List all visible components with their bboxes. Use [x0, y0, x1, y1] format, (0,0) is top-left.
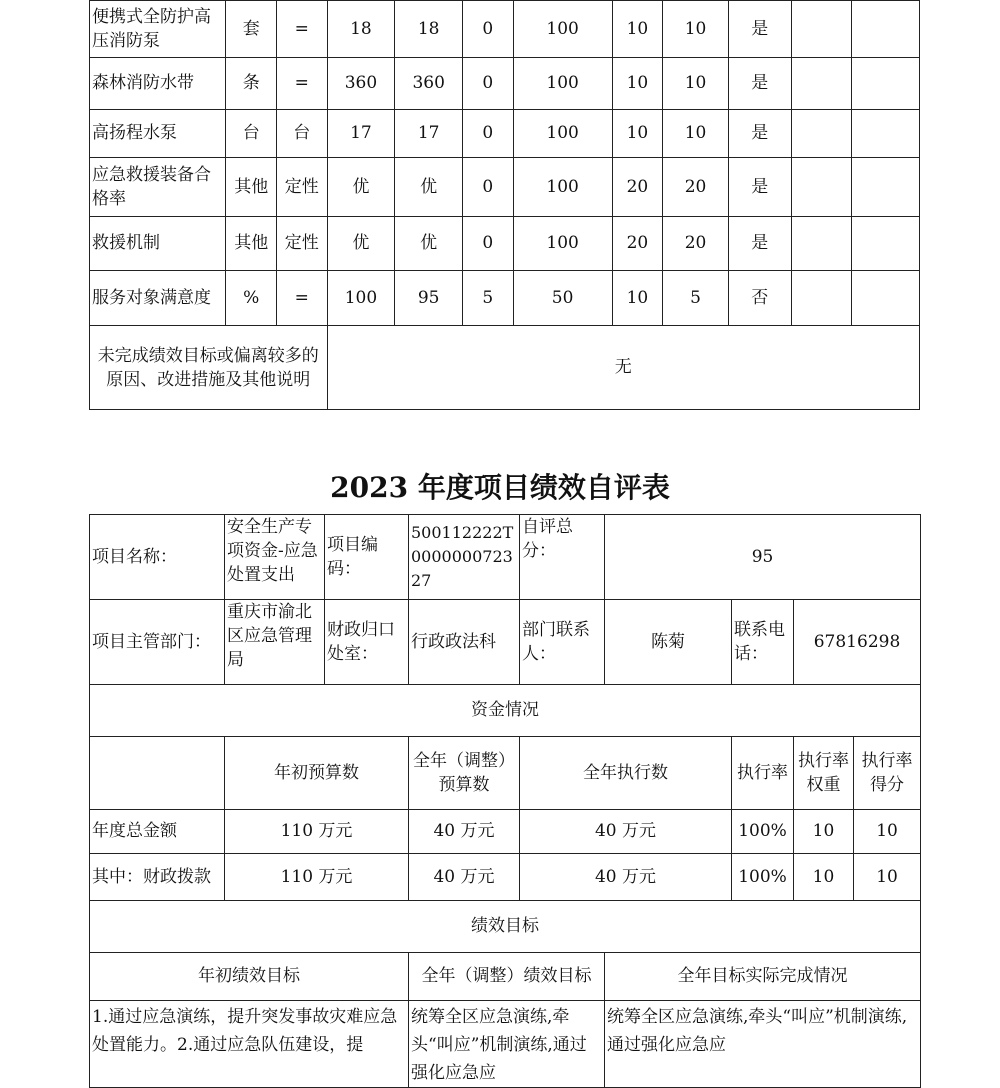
indicator-score: 20: [663, 217, 729, 271]
fund-label: 年度总金额: [90, 810, 225, 854]
indicator-op: 台: [277, 110, 328, 158]
indicator-score: 5: [663, 271, 729, 326]
table-row: [90, 58, 920, 110]
indicator-unit: 台: [226, 110, 277, 158]
office-name: 行政政法科: [409, 600, 520, 685]
indicator-target: 360: [327, 58, 395, 110]
indicator-weight: 20: [612, 158, 663, 217]
indicator-done: 是: [728, 1, 791, 58]
table-row: [90, 271, 920, 326]
table-header-row: [90, 953, 921, 1001]
goal-initial-text: 1.通过应急演练，提升突发事故灾难应急处置能力。2.通过应急队伍建设，提: [90, 1001, 409, 1088]
indicator-extra: [852, 58, 920, 110]
indicator-unit: 其他: [226, 158, 277, 217]
section-header: [90, 685, 921, 737]
evaluation-table: [89, 514, 921, 1088]
indicator-extra: [852, 217, 920, 271]
indicator-extra: [791, 110, 852, 158]
indicator-extra: [852, 110, 920, 158]
self-score-label: 自评总分：: [520, 515, 605, 600]
indicator-extra: [852, 271, 920, 326]
fund-rate: 100%: [732, 854, 794, 901]
table-row: [90, 854, 921, 901]
goal-header-actual: 全年目标实际完成情况: [605, 953, 921, 1001]
indicator-unit: 套: [226, 1, 277, 58]
table-row: [90, 217, 920, 271]
table-row: [90, 158, 920, 217]
indicator-actual: 优: [395, 217, 463, 271]
indicator-actual: 95: [395, 271, 463, 326]
indicator-op: 定性: [277, 217, 328, 271]
indicator-op: =: [277, 1, 328, 58]
indicator-weight: 10: [612, 271, 663, 326]
indicator-op: =: [277, 58, 328, 110]
goals-section-title: 绩效目标: [90, 901, 921, 953]
indicator-actual: 360: [395, 58, 463, 110]
indicator-done: 是: [728, 110, 791, 158]
fund-rate: 100%: [732, 810, 794, 854]
indicator-done: 是: [728, 158, 791, 217]
indicator-rate: 100: [513, 1, 612, 58]
dept-name: 重庆市渝北区应急管理局: [225, 600, 325, 685]
indicator-deviation: 0: [463, 217, 514, 271]
indicator-weight: 10: [612, 110, 663, 158]
project-code: 500112222T000000072327: [409, 515, 520, 600]
indicator-score: 10: [663, 58, 729, 110]
indicator-deviation: 0: [463, 58, 514, 110]
indicator-done: 是: [728, 217, 791, 271]
indicator-op: =: [277, 271, 328, 326]
fund-adjusted: 40 万元: [409, 810, 520, 854]
remarks-row: [90, 326, 920, 410]
fund-score: 10: [854, 854, 921, 901]
indicator-target: 18: [327, 1, 395, 58]
goal-actual-text: 统筹全区应急演练,牵头“叫应”机制演练,通过强化应急应: [605, 1001, 921, 1088]
indicator-rate: 100: [513, 158, 612, 217]
indicator-name: 救援机制: [90, 217, 226, 271]
indicator-deviation: 0: [463, 158, 514, 217]
indicator-target: 100: [327, 271, 395, 326]
fund-weight: 10: [794, 854, 854, 901]
goal-header-adjusted: 全年（调整）绩效目标: [409, 953, 605, 1001]
indicator-deviation: 0: [463, 1, 514, 58]
indicator-op: 定性: [277, 158, 328, 217]
remarks-value: 无: [327, 326, 919, 410]
page-title: 2023 年度项目绩效自评表: [330, 471, 670, 504]
fund-budget: 110 万元: [225, 854, 409, 901]
indicator-weight: 20: [612, 217, 663, 271]
section-header: [90, 901, 921, 953]
column-header: 全年执行数: [520, 737, 732, 810]
column-header: 全年（调整）预算数: [409, 737, 520, 810]
fund-score: 10: [854, 810, 921, 854]
indicator-actual: 17: [395, 110, 463, 158]
indicator-done: 是: [728, 58, 791, 110]
self-score-value: 95: [605, 515, 921, 600]
goal-header-initial: 年初绩效目标: [90, 953, 409, 1001]
dept-label: 项目主管部门：: [90, 600, 225, 685]
indicator-score: 10: [663, 110, 729, 158]
goal-adjusted-text: 统筹全区应急演练,牵头“叫应”机制演练,通过强化应急应: [409, 1001, 605, 1088]
indicator-target: 优: [327, 217, 395, 271]
table-row: [90, 110, 920, 158]
indicator-done: 否: [728, 271, 791, 326]
indicator-unit: %: [226, 271, 277, 326]
column-header: 执行率得分: [854, 737, 921, 810]
indicator-rate: 100: [513, 110, 612, 158]
remarks-label: 未完成绩效目标或偏离较多的原因、改进措施及其他说明: [90, 326, 328, 410]
table-row: [90, 1001, 921, 1088]
indicator-name: 森林消防水带: [90, 58, 226, 110]
indicator-extra: [852, 158, 920, 217]
indicator-deviation: 5: [463, 271, 514, 326]
indicator-name: 服务对象满意度: [90, 271, 226, 326]
project-row: [90, 515, 921, 600]
phone-label: 联系电话：: [732, 600, 794, 685]
indicator-actual: 18: [395, 1, 463, 58]
project-code-label: 项目编码：: [325, 515, 409, 600]
indicator-actual: 优: [395, 158, 463, 217]
indicator-target: 优: [327, 158, 395, 217]
table-row: [90, 810, 921, 854]
fund-executed: 40 万元: [520, 854, 732, 901]
indicator-target: 17: [327, 110, 395, 158]
column-header: 执行率: [732, 737, 794, 810]
contact-name: 陈菊: [605, 600, 732, 685]
header-blank: [90, 737, 225, 810]
office-label: 财政归口处室：: [325, 600, 409, 685]
fund-adjusted: 40 万元: [409, 854, 520, 901]
indicator-name: 便携式全防护高压消防泵: [90, 1, 226, 58]
indicator-extra: [791, 58, 852, 110]
indicator-name: 高扬程水泵: [90, 110, 226, 158]
fund-budget: 110 万元: [225, 810, 409, 854]
indicator-extra: [852, 1, 920, 58]
indicator-extra: [791, 1, 852, 58]
project-name-label: 项目名称：: [90, 515, 225, 600]
indicator-extra: [791, 271, 852, 326]
phone-number: 67816298: [794, 600, 921, 685]
project-name: 安全生产专项资金-应急处置支出: [225, 515, 325, 600]
column-header: 执行率权重: [794, 737, 854, 810]
indicator-extra: [791, 158, 852, 217]
fund-weight: 10: [794, 810, 854, 854]
table-row: [90, 1, 920, 58]
indicator-extra: [791, 217, 852, 271]
indicator-rate: 100: [513, 217, 612, 271]
indicator-weight: 10: [612, 58, 663, 110]
column-header: 年初预算数: [225, 737, 409, 810]
indicator-rate: 100: [513, 58, 612, 110]
indicator-score: 10: [663, 1, 729, 58]
fund-executed: 40 万元: [520, 810, 732, 854]
indicator-rate: 50: [513, 271, 612, 326]
indicator-score: 20: [663, 158, 729, 217]
indicator-deviation: 0: [463, 110, 514, 158]
indicator-unit: 条: [226, 58, 277, 110]
indicator-unit: 其他: [226, 217, 277, 271]
department-row: [90, 600, 921, 685]
funds-section-title: 资金情况: [90, 685, 921, 737]
indicator-weight: 10: [612, 1, 663, 58]
contact-label: 部门联系人：: [520, 600, 605, 685]
table-header-row: [90, 737, 921, 810]
indicator-name: 应急救援装备合格率: [90, 158, 226, 217]
fund-label: 其中：财政拨款: [90, 854, 225, 901]
indicator-table: [89, 0, 920, 410]
